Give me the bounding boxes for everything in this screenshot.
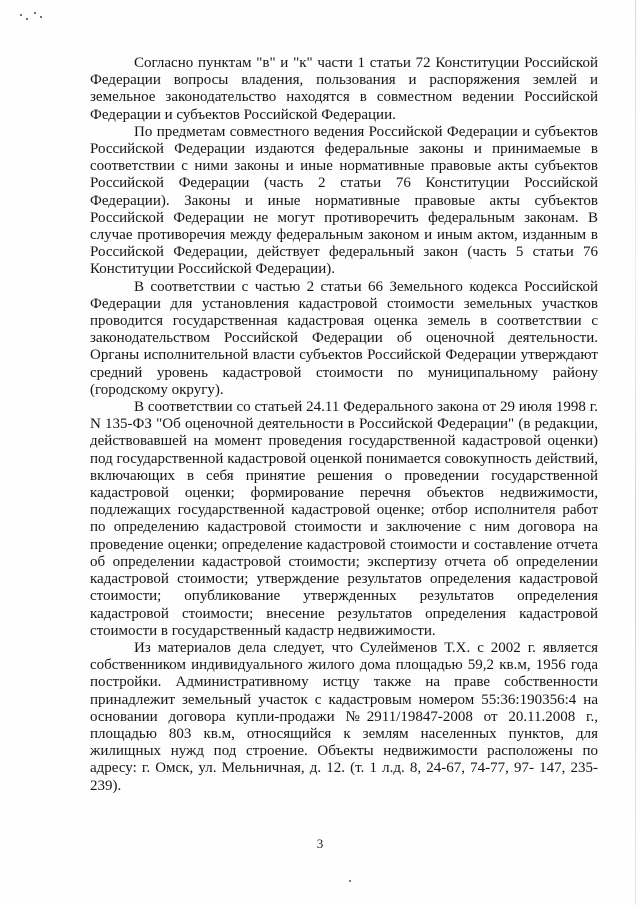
page-number: 3	[316, 836, 324, 851]
scan-edge	[635, 0, 636, 905]
paragraph-4: В соответствии со статьей 24.11 Федерального закона от 29 июля 1998 г. N 135-ФЗ "Об оценочной деятельности в Российской Федерации" (в редакции, действовавшей на момент проведения государственной кадастровой оценки) под государственной кадастровой оценкой понимается совокупность действий, включающих в себя принятие решения о проведении государственной кадастровой оценки; формирование перечня объектов недвижимости, подлежащих государственной кадастровой оценке; отбор исполнителя работ по определению кадастровой стоимости и заключение с ним договора на проведение оценки; определение кадастровой стоимости и составление отчета об определении кадастровой стоимости; экспертизу отчета об определении кадастровой стоимости; утверждение результатов определения кадастровой стоимости; опубликование утвержденных результатов определения кадастровой стоимости; внесение результатов определения кадастровой стоимости в государственный кадастр недвижимости.	[90, 399, 598, 639]
document-body	[90, 55, 598, 795]
paragraph-5: Из материалов дела следует, что Сулейменов Т.Х. с 2002 г. является собственником индивидуального жилого дома площадью 59,2 кв.м, 1956 года постройки. Административному истцу также на праве собственности принадлежит земельный участок с кадастровым номером 55:36:190356:4 на основании договора купли-продажи №2911/19847-2008 от 20.11.2008 г., площадью 803 кв.м, относящийся к землям населенных пунктов, для жилищных нужд под строение. Объекты недвижимости расположены по адресу: г. Омск, ул. Мельничная, д. 12. (т. 1 л.д. 8, 24-67, 74-77, 97- 147, 235-239).	[90, 639, 598, 794]
paragraph-3: В соответствии с частью 2 статьи 66 Земельного кодекса Российской Федерации для установления кадастровой стоимости земельных участков проводится государственная кадастровая оценка земель в соответствии с законодательством Российской Федерации об оценочной деятельности. Органы исполнительной власти субъектов Российской Федерации утверждают средний уровень кадастровой стоимости по муниципальному району (городскому округу).	[90, 278, 598, 398]
scan-artifact-dot	[349, 880, 351, 882]
paragraph-1: Согласно пунктам "в" и "к" части 1 статьи 72 Конституции Российской Федерации вопросы владения, пользования и распоряжения землей и земельное законодательство находятся в совместном ведении Российской Федерации и субъектов Российской Федерации.	[90, 55, 598, 123]
paragraph-2: По предметам совместного ведения Российской Федерации и субъектов Российской Федерации издаются федеральные законы и принимаемые в соответствии с ними законы и иные нормативные правовые акты субъектов Российской Федерации (часть 2 статьи 76 Конституции Российской Федерации). Законы и иные нормативные правовые акты субъектов Российской Федерации не могут противоречить федеральным законам. В случае противоречия между федеральным законом и иным актом, изданным в Российской Федерации, действует федеральный закон (часть 5 статьи 76 Конституции Российской Федерации).	[90, 123, 598, 278]
